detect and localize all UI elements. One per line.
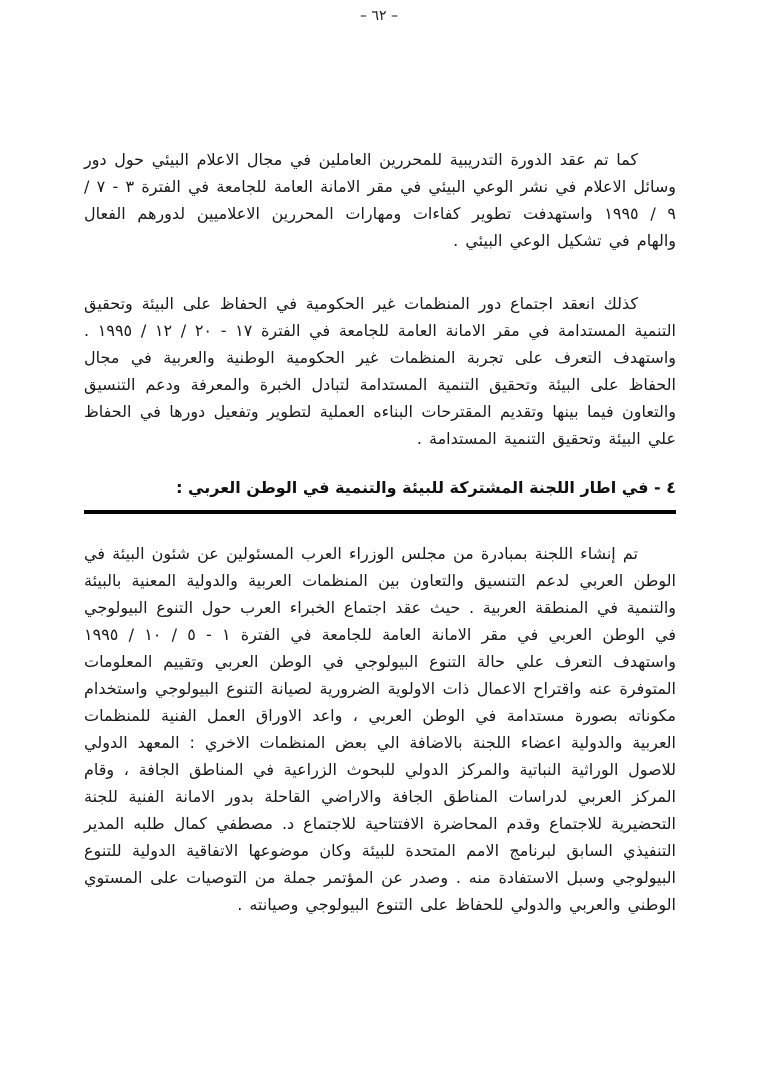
section-heading: ٤ - في اطار اللجنة المشتركة للبيئة والتنمية في الوطن العربي :	[176, 478, 676, 497]
paragraph-training-course: كما تم عقد الدورة التدريبية للمحررين العاملين في مجال الاعلام البيئي حول دور وسائل الاعلام في نشر الوعي البيئي في مقر الامانة العامة للجامعة في الفترة ٣ - ٧ / ٩ / ١٩٩٥ واستهدفت تطوير كفاءات ومهارات المحررين الاعلاميين لدورهم الفعال والهام في تشكيل الوعي البيئي .	[84, 150, 677, 250]
paragraph-ngo-meeting: كذلك انعقد اجتماع دور المنظمات غير الحكومية في الحفاظ على البيئة وتحقيق التنمية المستدامة في مقر الامانة العامة للجامعة في الفترة ١٧ - ٢٠ / ١٢ / ١٩٩٥ . واستهدف التعرف على تجربة المنظمات غير الحكومية الوطنية والعربية في مجال الحفاظ على البيئة وتحقيق التنمية المستدامة لتبادل الخبرة والمعرفة ودعم التنسيق والتعاون فيما بينها وتقديم المقترحات البناءه العملية لتطوير وتفعيل دورها في الحفاظ علي البيئة وتحقيق التنمية المستدامة .	[84, 294, 677, 448]
page-number: – ٦٢ –	[360, 8, 398, 24]
section-divider-rule	[84, 510, 676, 514]
document-content	[84, 146, 676, 918]
paragraph-joint-committee: تم إنشاء اللجنة بمبادرة من مجلس الوزراء العرب المسئولين عن شئون البيئة في الوطن العربي لدعم التنسيق والتعاون بين المنظمات العربية والدولية المعنية بالبيئة والتنمية في المنطقة العربية . حيث عقد اجتماع الخبراء العرب حول التنوع البيولوجي في الوطن العربي في مقر الامانة العامة للجامعة في الفترة ١ - ٥ / ١٠ / ١٩٩٥ واستهدف التعرف علي حالة التنوع البيولوجي في الوطن العربي وتقييم المعلومات المتوفرة عنه واقتراح الاعمال ذات الاولوية الضرورية لصيانة التنوع البيولوجي واستخدام مكوناته بصورة مستدامة في الوطن العربي ، واعد الاوراق العمل الفنية للمنظمات العربية والدولية اعضاء اللجنة بالاضافة الي بعض المنظمات الاخري : المعهد الدولي للاصول الوراثية النباتية والمركز الدولي للبحوث الزراعية في المناطق الجافة ، وقام المركز العربي لدراسات المناطق الجافة والاراضي القاحلة بدور الامانة الفنية للجنة التحضيرية للاجتماع وقدم المحاضرة الافتتاحية للاجتماع د. مصطفي كمال طلبه المدير التنفيذي السابق لبرنامج الامم المتحدة للبيئة وكان موضوعها الاتفاقية الدولية للتنوع البيولوجي وسبل الاستفادة منه . وصدر عن المؤتمر جملة من التوصيات على المستوي الوطني والعربي والدولي للحفاظ على التنوع البيولوجي وصيانته .	[84, 544, 677, 914]
